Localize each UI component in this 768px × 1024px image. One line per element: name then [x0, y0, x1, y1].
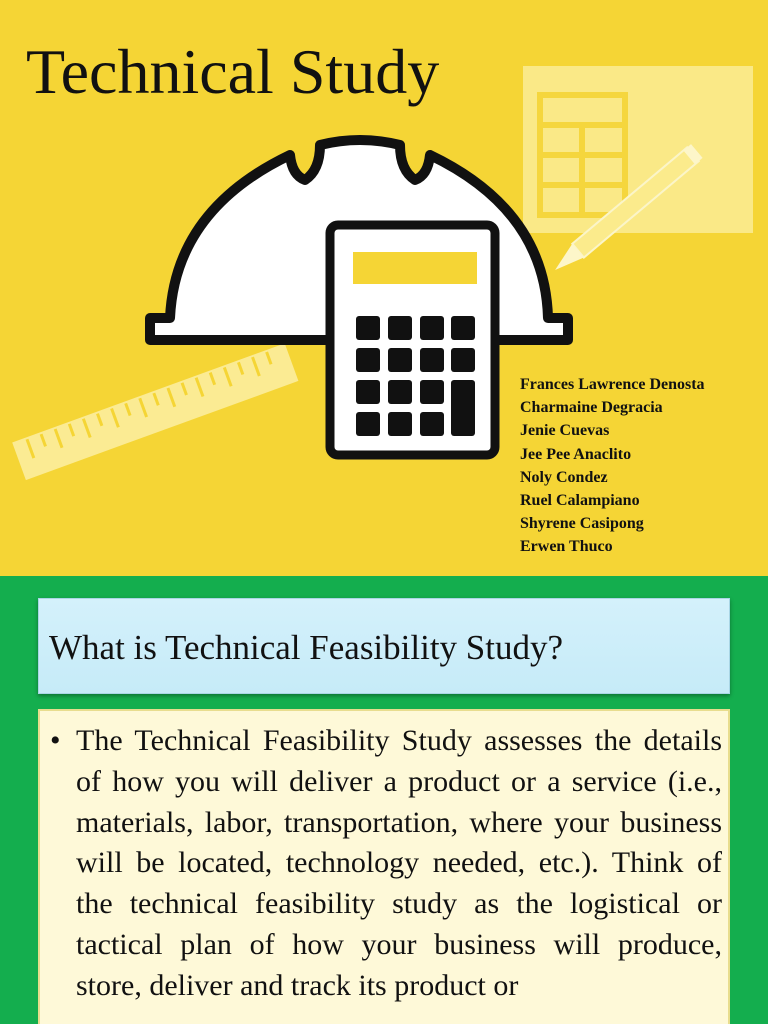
heading-box — [38, 598, 730, 694]
author-name: Jenie Cuevas — [520, 422, 610, 440]
author-name: Noly Condez — [520, 468, 608, 486]
ruler-icon — [12, 343, 298, 480]
calculator-icon — [330, 225, 495, 455]
slide-heading: What is Technical Feasibility Study? — [49, 628, 564, 667]
bullet-icon: • — [50, 724, 61, 757]
author-name: Frances Lawrence Denosta — [520, 376, 705, 393]
bullet-paragraph: The Technical Feasibility Study assesses the details of how you will deliver a product or a service (i.e., materials, labor, transportation, where your business will be located, technology needed, etc.). Think of the technical feasibility study as the logistical or tactical plan of how your business will produce, store, deliver and track its product or — [76, 724, 722, 1002]
content-box — [38, 709, 730, 1024]
author-list — [520, 373, 705, 559]
author-name: Ruel Calampiano — [520, 492, 640, 510]
author-name: Jee Pee Anaclito — [520, 445, 632, 463]
definition-slide — [0, 576, 768, 1024]
author-name: Charmaine Degracia — [520, 399, 663, 417]
slide-title: Technical Study — [26, 36, 440, 107]
author-name: Shyrene Casipong — [520, 515, 644, 533]
author-name: Erwen Thuco — [520, 538, 613, 556]
